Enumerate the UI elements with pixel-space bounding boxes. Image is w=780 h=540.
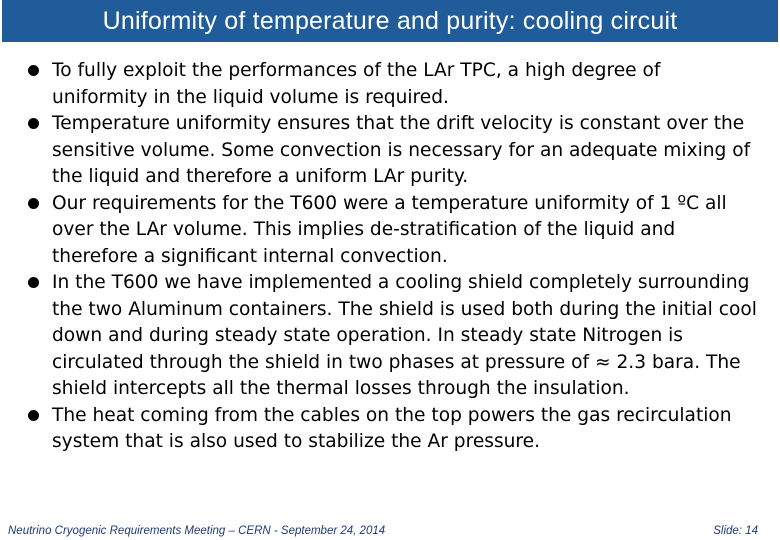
slide-title: Uniformity of temperature and purity: cooling circuit [102,6,678,35]
bullet-text: In the T600 we have implemented a cooling shield completely surrounding the two Aluminum containers. The shield is used both during the initial cool down and during steady state operation. In steady state Nitrogen is circulated through the shield in two phases at pressure of ≈ 2.3 bara. The shield intercepts all the thermal losses through the insulation. [52,272,757,399]
bullet-text: The heat coming from the cables on the top powers the gas recirculation system that is also used to stabilize the Ar pressure. [52,404,732,452]
bullet-item [28,191,758,271]
bullet-text: Our requirements for the T600 were a temperature uniformity of 1 ºC all over the LAr volume. This implies de-stratification of the liquid and therefore a significant internal convection. [52,192,727,267]
bullet-text: Temperature uniformity ensures that the drift velocity is constant over the sensitive volume. Some convection is necessary for an adequate mixing of the liquid and therefore a uniform LAr purity. [52,113,751,187]
bullet-item [28,111,758,191]
bullet-item [28,270,758,403]
bullet-item [28,58,758,111]
bullet-dot-icon [28,198,39,209]
footer-meeting: Neutrino Cryogenic Requirements Meeting – CERN - September 24, 2014 [8,525,386,537]
bullet-text: To fully exploit the performances of the LAr TPC, a high degree of uniformity in the liquid volume is required. [52,60,661,108]
title-bar [2,0,778,42]
bullet-dot-icon [28,118,39,129]
bullet-dot-icon [28,277,39,288]
bullet-dot-icon [28,410,39,421]
footer-slide-number: Slide: 14 [713,525,758,537]
bullet-dot-icon [28,65,39,76]
bullet-list [28,58,758,456]
bullet-item [28,403,758,456]
